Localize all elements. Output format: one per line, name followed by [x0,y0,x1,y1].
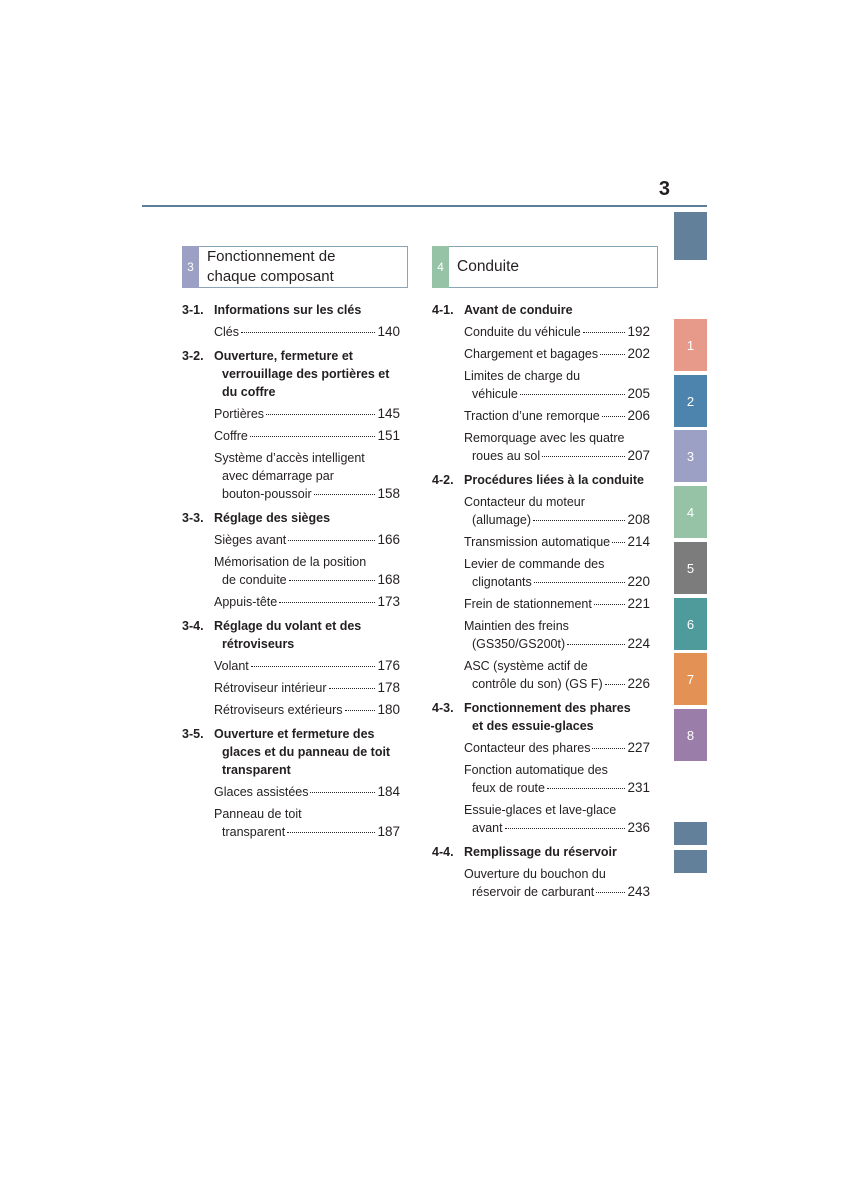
dot-leader [251,666,376,667]
dot-leader [266,414,375,415]
section-title: transparent [222,763,291,777]
side-tab-bottom-2[interactable] [674,850,707,873]
section-number: 4-2. [432,473,454,487]
entry-label: Appuis-tête [214,595,278,609]
toc-entry[interactable] [464,865,650,901]
page-ref: 202 [627,346,650,361]
entry-label: Glaces assistées [214,785,309,799]
page-ref: 192 [627,324,650,339]
entry-label: Essuie-glaces et lave-glace [464,803,617,817]
toc-entry[interactable] [214,427,400,445]
entry-label: Rétroviseurs extérieurs [214,703,343,717]
dot-leader [279,602,375,603]
toc-entry[interactable] [214,657,400,675]
dot-leader [241,332,375,333]
toc-section[interactable] [182,347,400,401]
dot-leader [602,416,626,417]
entry-label: contrôle du son) (GS F) [472,677,603,691]
entry-label: Chargement et bagages [464,347,599,361]
toc-entry[interactable] [464,555,650,591]
chapter-4-number: 4 [432,246,449,288]
toc-entry[interactable] [214,531,400,549]
toc-entry[interactable] [464,407,650,425]
section-title: Réglage du volant et des [214,619,362,633]
toc-entry[interactable] [464,533,650,551]
entry-label: Rétroviseur intérieur [214,681,327,695]
entry-label: véhicule [472,387,518,401]
side-tab-chapter-6[interactable]: 6 [674,598,707,650]
toc-section[interactable] [432,843,650,861]
entry-label: Maintien des freins [464,619,569,633]
toc-section[interactable] [432,471,650,489]
section-number: 3-2. [182,349,204,363]
dot-leader [287,832,375,833]
section-title: Informations sur les clés [214,303,362,317]
toc-entry[interactable] [214,323,400,341]
page-ref: 227 [627,740,650,755]
side-tab-top[interactable] [674,212,707,260]
section-title: glaces et du panneau de toit [222,745,391,759]
section-title: du coffre [222,385,276,399]
entry-label: feux de route [472,781,545,795]
page-ref: 205 [627,386,650,401]
entry-label: (GS350/GS200t) [472,637,566,651]
side-tab-chapter-3[interactable]: 3 [674,430,707,482]
toc-entry[interactable] [464,493,650,529]
chapter-4-toc [432,296,650,901]
toc-entry[interactable] [464,617,650,653]
side-tab-chapter-1[interactable]: 1 [674,319,707,371]
entry-label: Frein de stationnement [464,597,592,611]
page-ref: 187 [377,824,400,839]
page-ref: 231 [627,780,650,795]
page-ref: 151 [377,428,400,443]
dot-leader [345,710,376,711]
entry-label: Contacteur du moteur [464,495,585,509]
dot-leader [288,540,375,541]
entry-label: Coffre [214,429,248,443]
page-ref: 206 [627,408,650,423]
side-tab-chapter-8[interactable]: 8 [674,709,707,761]
toc-entry[interactable] [214,593,400,611]
section-title: Remplissage du réservoir [464,845,617,859]
toc-entry[interactable] [464,657,650,693]
page-ref: 224 [627,636,650,651]
toc-entry[interactable] [464,367,650,403]
section-number: 3-1. [182,303,204,317]
section-number: 4-4. [432,845,454,859]
entry-label: roues au sol [472,449,541,463]
page-ref: 214 [627,534,650,549]
page-number: 3 [658,178,670,200]
entry-label: Volant [214,659,249,673]
entry-label: avec démarrage par [222,469,334,483]
page-ref: 207 [627,448,650,463]
toc-section[interactable] [182,301,400,319]
dot-leader [250,436,376,437]
header-rule [142,205,707,207]
toc-entry[interactable] [214,805,400,841]
section-number: 4-3. [432,701,454,715]
dot-leader [600,354,625,355]
entry-label: Fonction automatique des [464,763,608,777]
toc-entry[interactable] [464,345,650,363]
dot-leader [542,456,625,457]
section-title: rétroviseurs [222,637,295,651]
entry-label: Contacteur des phares [464,741,591,755]
entry-label: Traction d’une remorque [464,409,600,423]
page-ref: 184 [377,784,400,799]
entry-label: Ouverture du bouchon du [464,867,606,881]
page-ref: 158 [377,486,400,501]
toc-entry[interactable] [464,595,650,613]
dot-leader [533,520,625,521]
page-ref: 145 [377,406,400,421]
dot-leader [567,644,625,645]
entry-label: réservoir de carburant [472,885,595,899]
section-title: verrouillage des portières et [222,367,390,381]
toc-section[interactable] [182,725,400,779]
dot-leader [612,542,625,543]
chapter-3-header[interactable] [182,246,408,288]
toc-entry[interactable] [464,761,650,797]
section-title: Réglage des sièges [214,511,331,525]
section-number: 3-3. [182,511,204,525]
section-title: Fonctionnement des phares [464,701,631,715]
entry-label: Conduite du véhicule [464,325,581,339]
entry-label: Sièges avant [214,533,287,547]
toc-entry[interactable] [214,679,400,697]
dot-leader [329,688,376,689]
page-ref: 221 [627,596,650,611]
dot-leader [534,582,626,583]
chapter-3-title: Fonctionnement de chaque composant [207,248,336,285]
dot-leader [505,828,626,829]
chapter-4-header[interactable] [432,246,658,288]
section-number: 3-5. [182,727,204,741]
page-ref: 176 [377,658,400,673]
entry-label: Portières [214,407,265,421]
page-ref: 220 [627,574,650,589]
page-ref: 180 [377,702,400,717]
toc-section[interactable] [432,301,650,319]
section-number: 3-4. [182,619,204,633]
dot-leader [592,748,625,749]
entry-label: Système d’accès intelligent [214,451,365,465]
dot-leader [310,792,375,793]
dot-leader [547,788,626,789]
entry-label: Levier de commande des [464,557,605,571]
toc-entry[interactable] [214,783,400,801]
entry-label: ASC (système actif de [464,659,588,673]
section-title: et des essuie-glaces [472,719,594,733]
toc-entry[interactable] [464,801,650,837]
page-ref: 166 [377,532,400,547]
toc-entry[interactable] [464,739,650,757]
entry-label: Mémorisation de la position [214,555,367,569]
page-ref: 226 [627,676,650,691]
entry-label: (allumage) [472,513,532,527]
page-ref: 208 [627,512,650,527]
entry-label: Transmission automatique [464,535,611,549]
toc-entry[interactable] [214,701,400,719]
side-tab-chapter-5[interactable]: 5 [674,542,707,594]
toc-entry[interactable] [214,553,400,589]
section-title: Procédures liées à la conduite [464,473,644,487]
dot-leader [314,494,376,495]
section-number: 4-1. [432,303,454,317]
entry-label: Limites de charge du [464,369,581,383]
entry-label: de conduite [222,573,287,587]
page-ref: 243 [627,884,650,899]
side-tab-chapter-7[interactable]: 7 [674,653,707,705]
entry-label: Clés [214,325,240,339]
side-tab-chapter-2[interactable]: 2 [674,375,707,427]
section-title: Ouverture et fermeture des [214,727,375,741]
chapter-4-title: Conduite [457,258,520,275]
toc-section[interactable] [182,617,400,653]
dot-leader [594,604,626,605]
entry-label: Remorquage avec les quatre [464,431,625,445]
section-title: Ouverture, fermeture et [214,349,353,363]
dot-leader [605,684,626,685]
section-title: Avant de conduire [464,303,573,317]
page-ref: 168 [377,572,400,587]
dot-leader [289,580,376,581]
entry-label: clignotants [472,575,532,589]
page-ref: 178 [377,680,400,695]
toc-entry[interactable] [464,429,650,465]
toc-entry[interactable] [214,449,400,503]
side-tab-bottom-1[interactable] [674,822,707,845]
page-ref: 140 [377,324,400,339]
entry-label: avant [472,821,503,835]
toc-entry[interactable] [214,405,400,423]
dot-leader [520,394,626,395]
chapter-3-toc [182,296,400,841]
dot-leader [583,332,626,333]
entry-label: Panneau de toit [214,807,302,821]
entry-label: bouton-poussoir [222,487,312,501]
chapter-3-number: 3 [182,246,199,288]
toc-section[interactable] [432,699,650,735]
toc-section[interactable] [182,509,400,527]
page-ref: 236 [627,820,650,835]
entry-label: transparent [222,825,286,839]
toc-entry[interactable] [464,323,650,341]
page-ref: 173 [377,594,400,609]
dot-leader [596,892,625,893]
side-tab-chapter-4[interactable]: 4 [674,486,707,538]
